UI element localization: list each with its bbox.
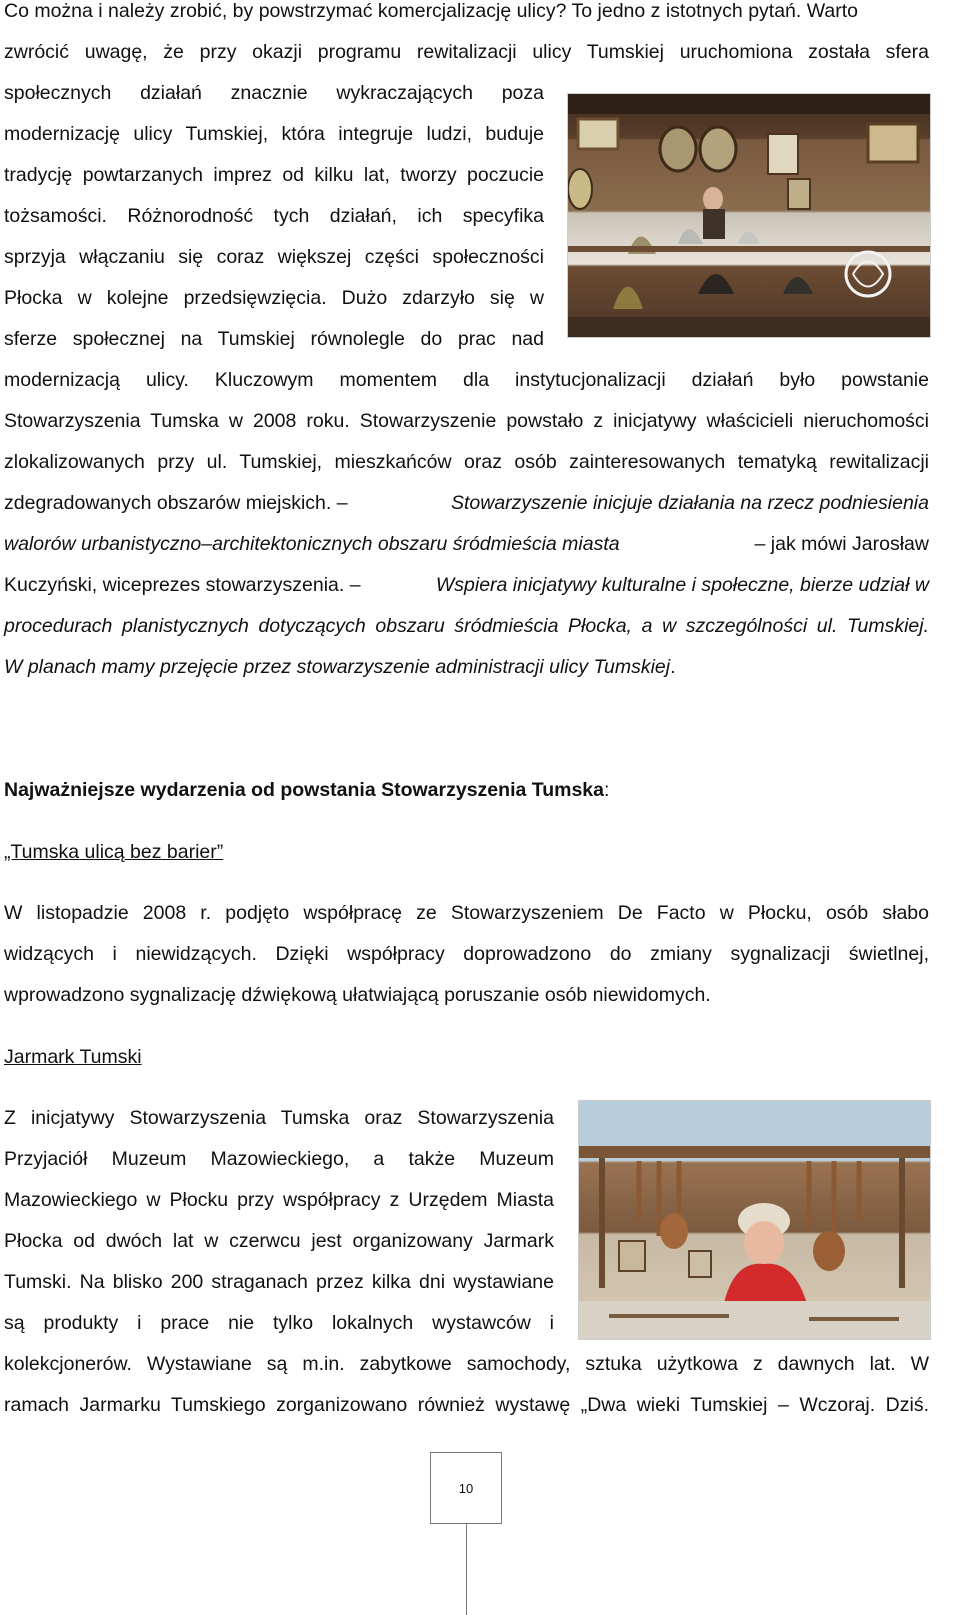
event-title-jarmark-tumski: Jarmark Tumski: [4, 1046, 142, 1068]
text-line: Z inicjatywy Stowarzyszenia Tumska oraz Stowarzyszenia: [4, 1107, 554, 1129]
text-line: zwrócić uwagę, że przy okazji programu rewitalizacji ulicy Tumskiej uruchomiona została sfera: [4, 41, 929, 63]
text-fragment: – jak mówi Jarosław: [754, 533, 929, 555]
section-heading-colon: :: [604, 779, 610, 801]
text-fragment: Kuczyński, wiceprezes stowarzyszenia. –: [4, 574, 361, 596]
text-line: Co można i należy zrobić, by powstrzymać komercjalizację ulicy? To jedno z istotnych pytań. Warto: [4, 0, 859, 22]
text-line: Stowarzyszenia Tumska w 2008 roku. Stowarzyszenie powstało z inicjatywy właścicieli nieruchomości: [4, 410, 929, 432]
text-line: sprzyja włączaniu się coraz większej części społeczności: [4, 246, 544, 268]
text-line: [4, 488, 929, 518]
text-line: [4, 570, 929, 600]
text-line: są produkty i prace nie tylko lokalnych wystawców i: [4, 1312, 554, 1334]
quote-fragment: procedurach planistycznych dotyczących obszaru śródmieścia Płocka, a w szczególności ul. Tumskiej.: [4, 615, 929, 637]
section-heading: [4, 775, 929, 805]
text-line: tradycję powtarzanych imprez od kilku lat, tworzy poczucie: [4, 164, 544, 186]
text-line: Płocka od dwóch lat w czerwcu jest organizowany Jarmark: [4, 1230, 554, 1252]
event-title-tumska-bez-barier: „Tumska ulicą bez barier”: [4, 841, 224, 863]
quote-fragment: W planach mamy przejęcie przez stowarzyszenie administracji ulicy Tumskiej: [4, 656, 671, 678]
text-line: tożsamości. Różnorodność tych działań, ich specyfika: [4, 205, 544, 227]
text-fragment: zdegradowanych obszarów miejskich. –: [4, 492, 348, 514]
page-number: 10: [458, 1480, 474, 1496]
page-number-stem: [466, 1524, 467, 1615]
text-line: [4, 529, 929, 559]
text-line: W listopadzie 2008 r. podjęto współpracę ze Stowarzyszeniem De Facto w Płocku, osób słabo: [4, 902, 929, 924]
text-line: zlokalizowanych przy ul. Tumskiej, mieszkańców oraz osób zainteresowanych tematyką rewitalizacji: [4, 451, 929, 473]
text-line: modernizacją ulicy. Kluczowym momentem dla instytucjonalizacji działań było powstanie: [4, 369, 929, 391]
quote-fragment: walorów urbanistyczno–architektonicznych obszaru śródmieścia miasta: [4, 533, 620, 555]
text-fragment: .: [670, 656, 676, 678]
text-line: modernizację ulicy Tumskiej, która integruje ludzi, buduje: [4, 123, 544, 145]
text-line: Mazowieckiego w Płocku przy współpracy z Urzędem Miasta: [4, 1189, 554, 1211]
jarmark-craftswoman-photo: [578, 1100, 931, 1340]
text-line: sferze społecznej na Tumskiej równolegle do prac nad: [4, 328, 544, 350]
antique-stall-photo-drawing: [568, 94, 930, 337]
text-line: widzących i niewidzących. Dzięki współpracy doprowadzono do zmiany sygnalizacji świetlnej,: [4, 943, 929, 965]
page-number-box: [430, 1452, 502, 1524]
quote-fragment: Wspiera inicjatywy kulturalne i społeczne, bierze udział w: [435, 574, 929, 596]
text-line: społecznych działań znacznie wykraczających poza: [4, 82, 544, 104]
text-line: ramach Jarmarku Tumskiego zorganizowano również wystawę „Dwa wieki Tumskiej – Wczoraj. Dziś.: [4, 1394, 929, 1416]
text-line: [4, 652, 929, 682]
quote-fragment: Stowarzyszenie inicjuje działania na rzecz podniesienia: [450, 492, 929, 514]
text-line: kolekcjonerów. Wystawiane są m.in. zabytkowe samochody, sztuka użytkowa z dawnych lat. W: [4, 1353, 929, 1375]
text-line: [4, 611, 929, 641]
text-line: Przyjaciół Muzeum Mazowieckiego, a także Muzeum: [4, 1148, 554, 1170]
section-heading-text: Najważniejsze wydarzenia od powstania Stowarzyszenia Tumska: [4, 779, 604, 801]
text-line: Płocka w kolejne przedsięwzięcia. Dużo zdarzyło się w: [4, 287, 544, 309]
text-line: Tumski. Na blisko 200 straganach przez kilka dni wystawiane: [4, 1271, 554, 1293]
text-line: wprowadzono sygnalizację dźwiękową ułatwiającą poruszanie osób niewidomych.: [4, 984, 711, 1006]
jarmark-craftswoman-photo-drawing: [579, 1101, 930, 1339]
antique-stall-photo: [567, 93, 931, 338]
